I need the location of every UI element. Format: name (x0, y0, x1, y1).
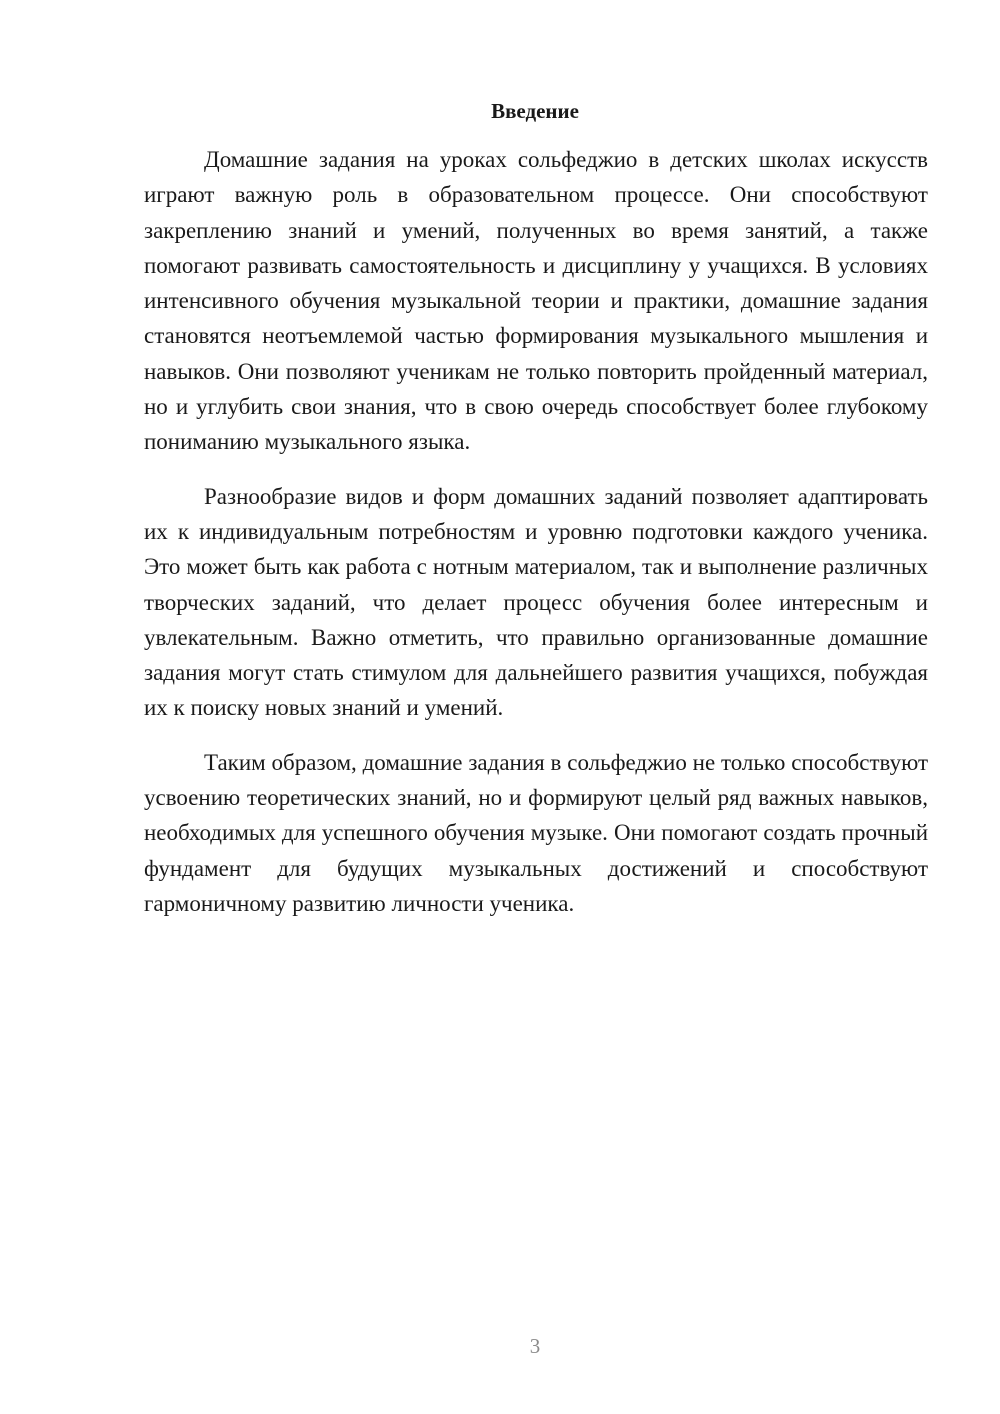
body-text (144, 142, 928, 921)
paragraph-1: Домашние задания на уроках сольфеджио в детских школах искусств играют важную роль в образовательном процессе. Они способствуют закреплению знаний и умений, полученных во время занятий, а также помогают развивать самостоятельность и дисциплину у учащихся. В условиях интенсивного обучения музыкальной теории и практики, домашние задания становятся неотъемлемой частью формирования музыкального мышления и навыков. Они позволяют ученикам не только повторить пройденный материал, но и углубить свои знания, что в свою очередь способствует более глубокому пониманию музыкального языка. (144, 147, 928, 455)
paragraph-3: Таким образом, домашние задания в сольфеджио не только способствуют усвоению теоретических знаний, но и формируют целый ряд важных навыков, необходимых для успешного обучения музыке. Они помогают создать прочный фундамент для будущих музыкальных достижений и способствуют гармоничному развитию личности ученика. (144, 749, 928, 916)
section-heading: Введение (491, 99, 579, 123)
page-number: 3 (529, 1334, 541, 1358)
paragraph-2: Разнообразие видов и форм домашних заданий позволяет адаптировать их к индивидуальным потребностям и уровню подготовки каждого ученика. Это может быть как работа с нотным материалом, так и выполнение различных творческих заданий, что делает процесс обучения более интересным и увлекательным. Важно отметить, что правильно организованные домашние задания могут стать стимулом для дальнейшего развития учащихся, побуждая их к поиску новых знаний и умений. (144, 483, 928, 721)
